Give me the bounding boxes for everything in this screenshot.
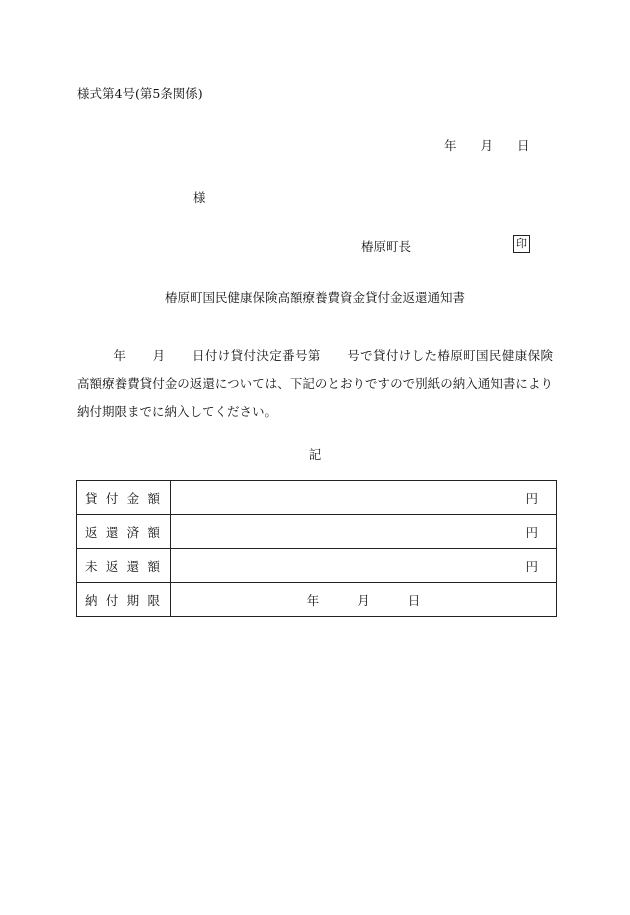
date-day: 日 [517, 138, 530, 153]
repayment-table [76, 480, 557, 617]
date-month: 月 [480, 138, 494, 153]
table-row [77, 549, 557, 583]
row-label-unpaid-amount: 未返還額 [77, 549, 171, 583]
body-text-1: 日付け貸付決定番号第 [191, 348, 321, 363]
date-year: 年 [444, 138, 457, 153]
seal-mark: 印 [513, 235, 530, 253]
due-month: 月 [357, 592, 370, 608]
row-value-repaid-amount: 円 [171, 515, 557, 549]
body-year: 年 [113, 348, 127, 363]
row-label-repaid-amount: 返還済額 [77, 515, 171, 549]
table-row [77, 481, 557, 515]
row-label-due-date: 納付期限 [77, 583, 171, 617]
body-paragraph [77, 342, 553, 426]
due-year: 年 [306, 592, 320, 608]
issuer-name: 椿原町長 [361, 239, 412, 254]
body-month: 月 [152, 348, 166, 363]
row-value-due-date [171, 583, 557, 617]
body-text-2: 号で貸付けした椿原町国民健康保険高額療養費貸付金の返還については、下記のとおりですので別紙の納入通知書により納付期限までに納入してください。 [77, 348, 553, 419]
table-row [77, 583, 557, 617]
due-day: 日 [407, 592, 421, 608]
table-row [77, 515, 557, 549]
row-value-loan-amount: 円 [171, 481, 557, 515]
document-title: 椿原町国民健康保険高額療養費資金貸付金返還通知書 [164, 290, 465, 305]
row-label-loan-amount: 貸付金額 [77, 481, 171, 515]
issue-date [444, 136, 530, 154]
form-id: 様式第4号(第5条関係) [77, 86, 203, 101]
addressee-honorific: 様 [193, 190, 206, 205]
row-value-unpaid-amount: 円 [171, 549, 557, 583]
ki-heading: 記 [308, 447, 322, 462]
